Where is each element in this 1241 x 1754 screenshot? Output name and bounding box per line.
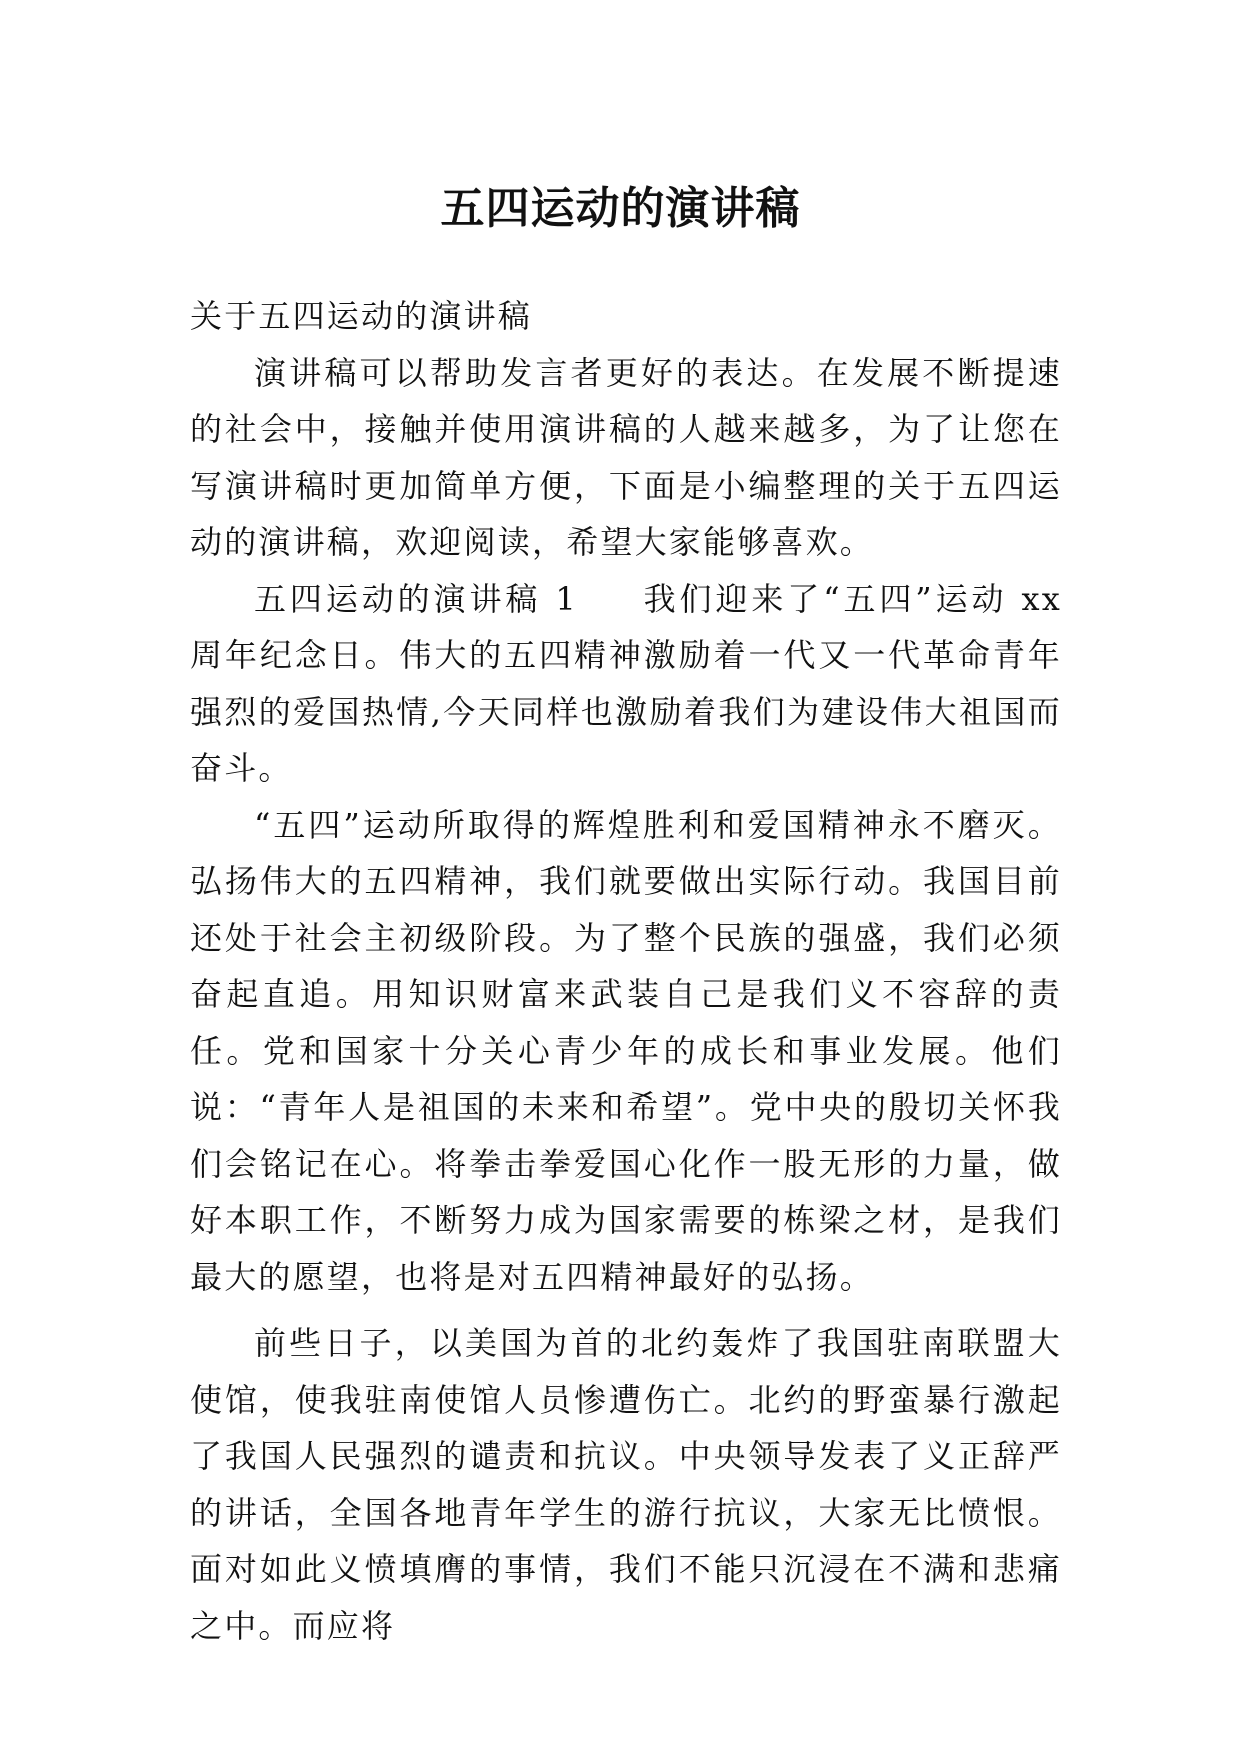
section-paragraph (190, 571, 1062, 797)
document-body (190, 288, 1062, 1654)
body-paragraph: 前些日子，以美国为首的北约轰炸了我国驻南联盟大使馆，使我驻南使馆人员惨遭伤亡。北约的野蛮暴行激起了我国人民强烈的谴责和抗议。中央领导发表了义正辞严的讲话，全国各地青年学生的游行抗议，大家无比愤恨。面对如此义愤填膺的事情，我们不能只沉浸在不满和悲痛之中。而应将 (190, 1324, 1062, 1645)
document-title: 五四运动的演讲稿 (440, 183, 801, 235)
section-heading: 五四运动的演讲稿 1 (254, 579, 578, 618)
subtitle: 关于五四运动的演讲稿 (190, 297, 533, 335)
body-paragraph: “五四”运动所取得的辉煌胜利和爱国精神永不磨灭。弘扬伟大的五四精神，我们就要做出实际行动。我国目前还处于社会主初级阶段。为了整个民族的强盛，我们必须奋起直追。用知识财富来武装自己是我们义不容辞的责任。党和国家十分关心青少年的成长和事业发展。他们说：“青年人是祖国的未来和希望”。党中央的殷切关怀我们会铭记在心。将拳击拳爱国心化作一股无形的力量，做好本职工作，不断努力成为国家需要的栋梁之材，是我们最大的愿望，也将是对五四精神最好的弘扬。 (190, 805, 1062, 1296)
intro-paragraph: 演讲稿可以帮助发言者更好的表达。在发展不断提速的社会中，接触并使用演讲稿的人越来越多，为了让您在写演讲稿时更加简单方便，下面是小编整理的关于五四运动的演讲稿，欢迎阅读，希望大家能够喜欢。 (190, 353, 1062, 561)
section-first-paragraph: 我们迎来了“五四”运动 xx 周年纪念日。伟大的五四精神激励着一代又一代革命青年强烈的爱国热情,今天同样也激励着我们为建设伟大祖国而奋斗。 (190, 579, 1062, 787)
